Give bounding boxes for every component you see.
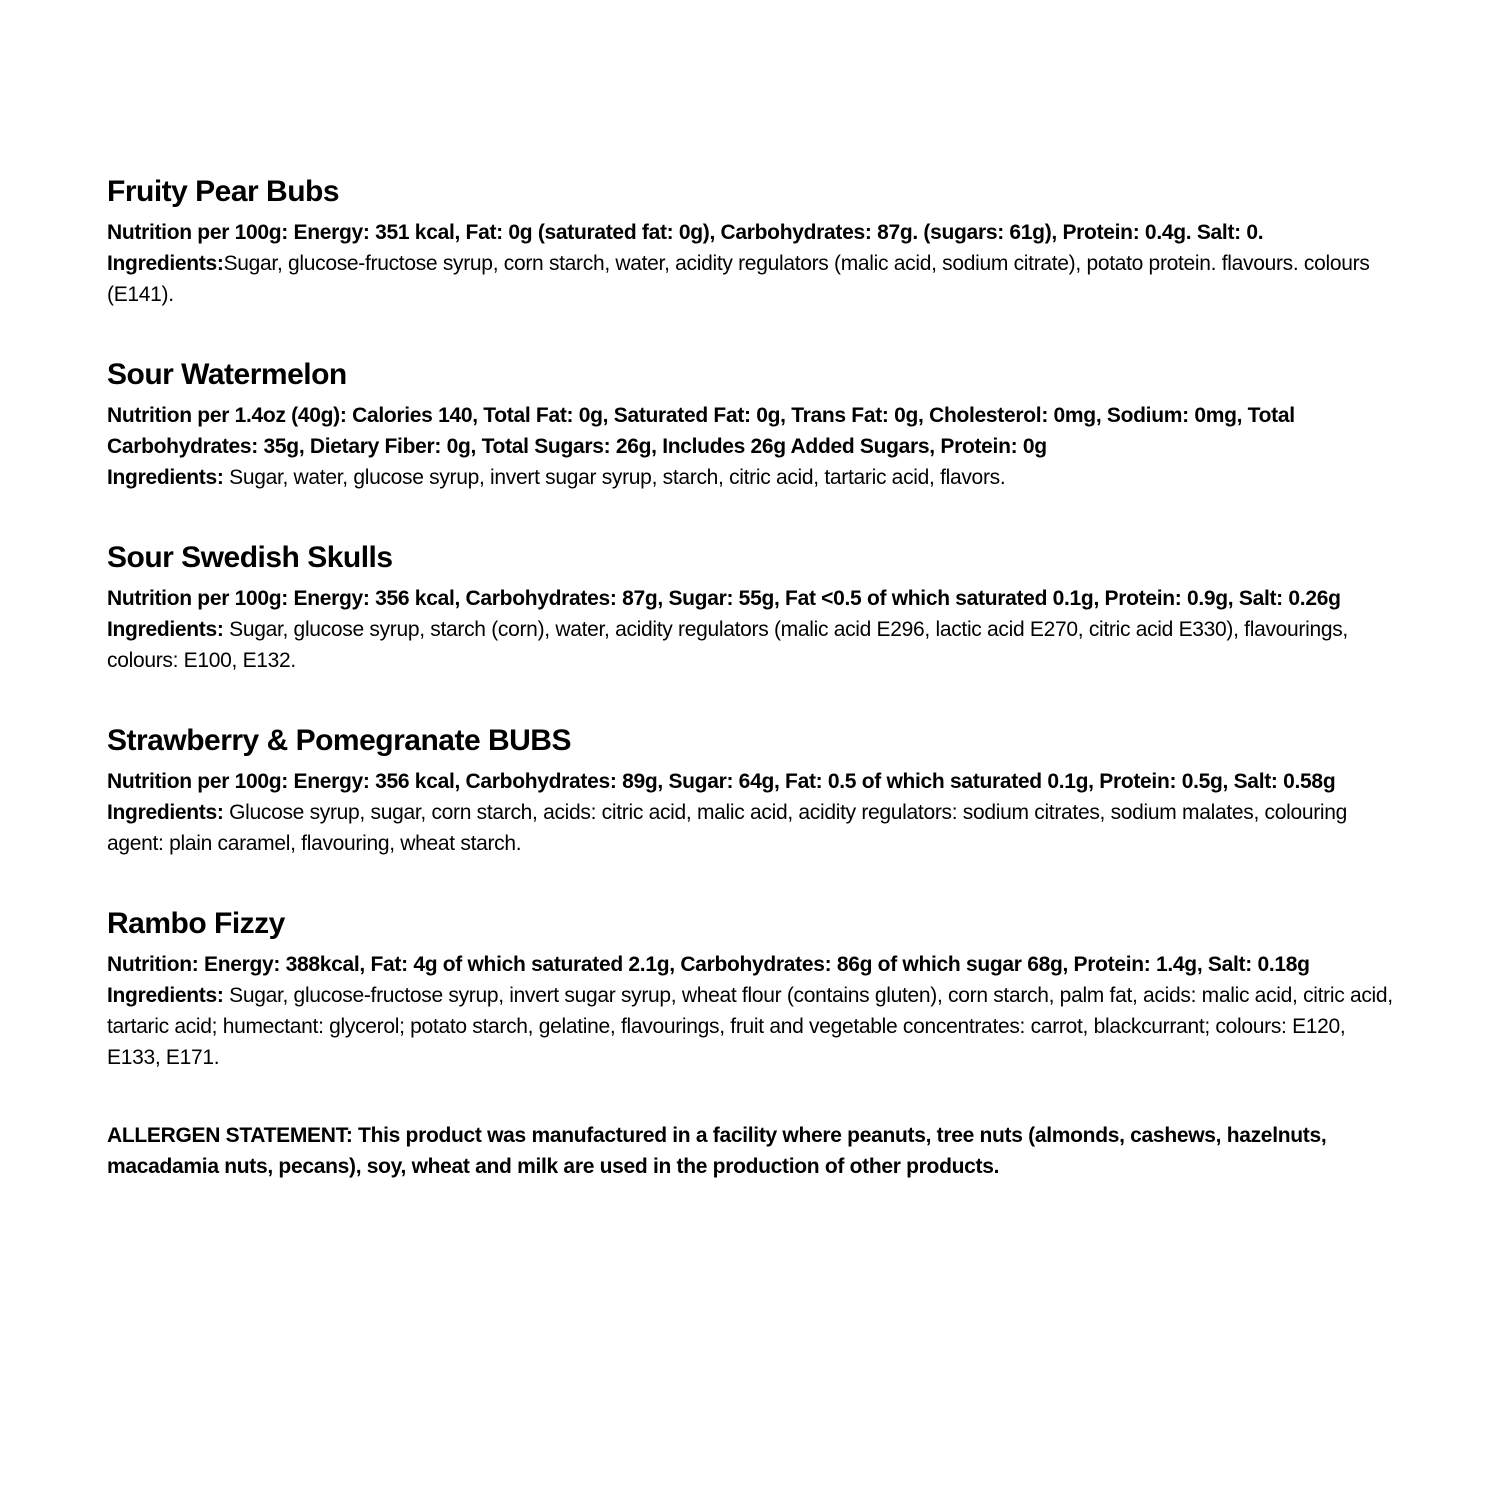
product-title: Fruity Pear Bubs [107, 175, 340, 208]
product-nutrition: Nutrition per 100g: Energy: 356 kcal, Carbohydrates: 89g, Sugar: 64g, Fat: 0.5 of which saturated 0.1g, Protein: 0.5g, Salt: 0.58g [107, 770, 1336, 793]
ingredients-text: Glucose syrup, sugar, corn starch, acids: citric acid, malic acid, acidity regulators: sodium citrates, sodium malates, colouring agent: plain caramel, flavouring, wheat starch. [107, 801, 1348, 855]
allergen-statement [107, 1120, 1395, 1182]
ingredients-text: Sugar, glucose-fructose syrup, corn starch, water, acidity regulators (malic acid, sodium citrate), potato protein. flavours. colours (E141). [107, 252, 1370, 306]
allergen-statement-text: This product was manufactured in a facility where peanuts, tree nuts (almonds, cashews, hazelnuts, macadamia nuts, pecans), soy, wheat and milk are used in the production of other products. [107, 1124, 1327, 1178]
product-nutrition: Nutrition per 100g: Energy: 351 kcal, Fat: 0g (saturated fat: 0g), Carbohydrates: 87g. (sugars: 61g), Protein: 0.4g. Salt: 0. [107, 221, 1264, 244]
ingredients-label: Ingredients: [107, 466, 224, 489]
product-ingredients [107, 614, 1395, 676]
label-text-block [107, 174, 1395, 1182]
product-ingredients [107, 248, 1395, 310]
ingredients-label: Ingredients: [107, 801, 224, 824]
product-ingredients [107, 980, 1395, 1073]
product-section-rambo-fizzy [107, 906, 1395, 1073]
ingredients-text: Sugar, glucose-fructose syrup, invert sugar syrup, wheat flour (contains gluten), corn starch, palm fat, acids: malic acid, citric acid, tartaric acid; humectant: glycerol; potato starch, gelatine, flavourings, fruit and vegetable concentrates: carrot, blackcurrant; colours: E120, E133, E171. [107, 984, 1393, 1069]
ingredients-text: Sugar, glucose syrup, starch (corn), water, acidity regulators (malic acid E296, lactic acid E270, citric acid E330), flavourings, colours: E100, E132. [107, 618, 1348, 672]
product-section-sour-swedish-skulls [107, 540, 1395, 676]
product-nutrition: Nutrition per 100g: Energy: 356 kcal, Carbohydrates: 87g, Sugar: 55g, Fat <0.5 of which saturated 0.1g, Protein: 0.9g, Salt: 0.26g [107, 587, 1341, 610]
product-section-fruity-pear-bubs [107, 174, 1395, 310]
product-title: Rambo Fizzy [107, 907, 285, 940]
ingredients-label: Ingredients: [107, 618, 224, 641]
product-nutrition: Nutrition: Energy: 388kcal, Fat: 4g of which saturated 2.1g, Carbohydrates: 86g of which sugar 68g, Protein: 1.4g, Salt: 0.18g [107, 953, 1310, 976]
product-title: Strawberry & Pomegranate BUBS [107, 724, 571, 757]
product-section-strawberry-pomegranate-bubs [107, 723, 1395, 859]
allergen-statement-label: ALLERGEN STATEMENT: [107, 1124, 353, 1147]
product-ingredients [107, 462, 1395, 493]
product-title: Sour Swedish Skulls [107, 541, 393, 574]
product-title: Sour Watermelon [107, 358, 347, 391]
ingredients-label: Ingredients: [107, 984, 224, 1007]
product-ingredients [107, 797, 1395, 859]
product-nutrition: Nutrition per 1.4oz (40g): Calories 140, Total Fat: 0g, Saturated Fat: 0g, Trans Fat: 0g, Cholesterol: 0mg, Sodium: 0mg, Total Carbohydrates: 35g, Dietary Fiber: 0g, Total Sugars: 26g, Includes 26g Added Sugars, Protein: 0g [107, 404, 1295, 458]
product-section-sour-watermelon [107, 357, 1395, 493]
ingredients-text: Sugar, water, glucose syrup, invert sugar syrup, starch, citric acid, tartaric acid, flavors. [223, 466, 1006, 489]
ingredients-label: Ingredients: [107, 252, 224, 275]
